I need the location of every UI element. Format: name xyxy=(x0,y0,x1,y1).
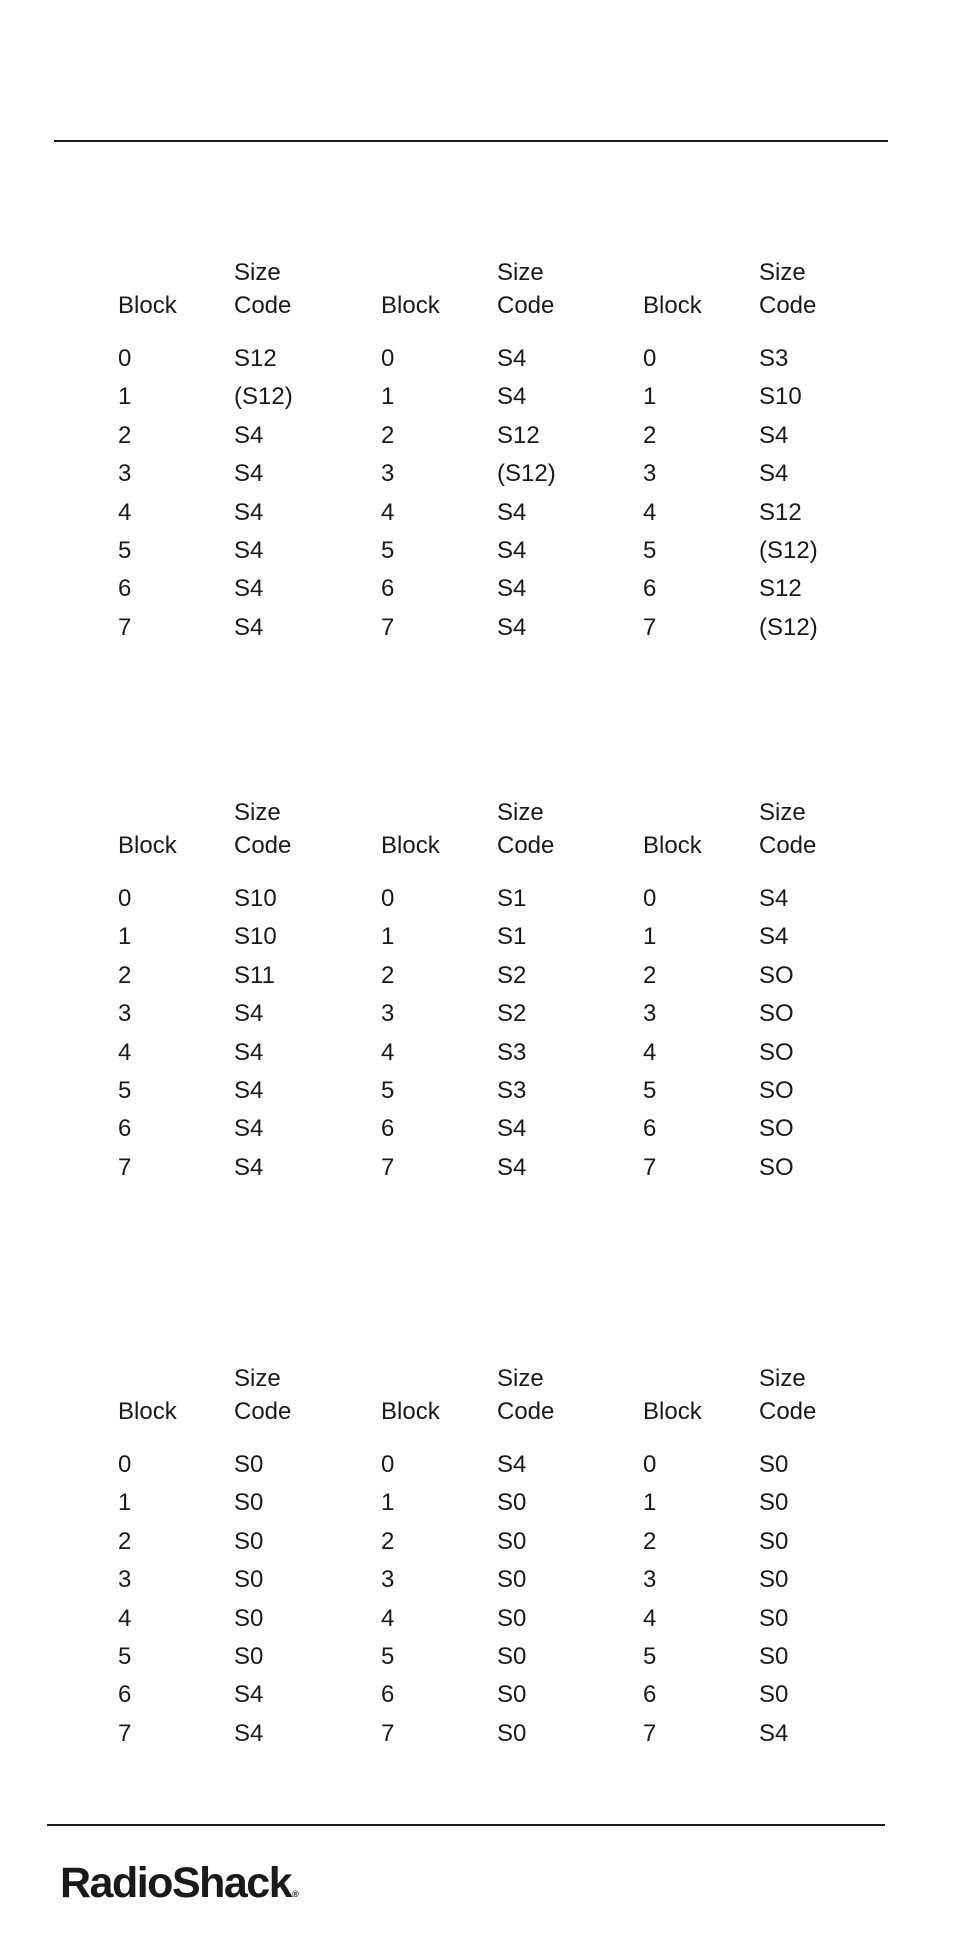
size-code: S4 xyxy=(759,1719,789,1747)
header-code: Code xyxy=(497,292,555,319)
table-row xyxy=(118,1638,358,1676)
block-number: 5 xyxy=(643,1076,657,1104)
block-number: 2 xyxy=(643,421,657,449)
table-row xyxy=(118,494,358,532)
size-code: S2 xyxy=(497,1000,527,1028)
size-code: SO xyxy=(759,1000,794,1028)
block-number: 3 xyxy=(643,1566,657,1594)
table-body xyxy=(381,880,621,1187)
block-number: 3 xyxy=(118,1566,132,1594)
block-number: 7 xyxy=(643,1719,657,1747)
table-group-1 xyxy=(118,256,858,646)
size-code: S3 xyxy=(759,345,789,372)
table-row xyxy=(643,880,883,918)
table-row xyxy=(381,995,621,1033)
header-size: Size xyxy=(497,799,544,826)
table-body xyxy=(381,340,621,647)
block-number: 4 xyxy=(381,498,395,526)
table-row xyxy=(118,1149,358,1187)
table-row xyxy=(381,1638,621,1676)
table-row xyxy=(381,1523,621,1561)
table-row xyxy=(381,455,621,493)
size-code: S10 xyxy=(234,885,277,912)
block-number: 4 xyxy=(118,1604,132,1632)
block-size-table xyxy=(643,796,883,1187)
table-row xyxy=(643,609,883,647)
radioshack-logo xyxy=(60,1858,299,1919)
table-header xyxy=(118,1362,358,1434)
header-code: Code xyxy=(234,832,292,859)
header-block: Block xyxy=(643,292,702,319)
header-block: Block xyxy=(381,832,440,859)
size-code: S4 xyxy=(759,923,789,951)
size-code: S4 xyxy=(234,1000,264,1028)
header-size: Size xyxy=(497,259,544,286)
table-row xyxy=(381,378,621,416)
size-code: S4 xyxy=(497,1153,527,1181)
table-header xyxy=(118,796,358,868)
block-number: 4 xyxy=(643,498,657,526)
size-code: SO xyxy=(759,1153,794,1181)
size-code: S0 xyxy=(759,1489,789,1517)
block-size-table xyxy=(118,256,358,647)
block-number: 6 xyxy=(643,1115,657,1143)
block-number: 6 xyxy=(381,1115,395,1143)
table-row xyxy=(643,1110,883,1148)
table-row xyxy=(118,918,358,956)
table-row xyxy=(118,957,358,995)
table-row xyxy=(643,957,883,995)
size-code: S4 xyxy=(497,1115,527,1143)
table-row xyxy=(118,1110,358,1148)
table-body xyxy=(381,1446,621,1753)
block-number: 6 xyxy=(381,1681,395,1709)
block-number: 2 xyxy=(643,961,657,989)
block-number: 3 xyxy=(118,1000,132,1028)
table-row xyxy=(643,1561,883,1599)
header-code: Code xyxy=(234,1398,292,1425)
table-row xyxy=(643,1072,883,1110)
size-code: S4 xyxy=(497,383,527,411)
block-number: 1 xyxy=(643,923,657,951)
size-code: S0 xyxy=(497,1719,527,1747)
block-number: 1 xyxy=(643,1489,657,1517)
block-size-table xyxy=(118,796,358,1187)
table-row xyxy=(643,1523,883,1561)
header-size: Size xyxy=(759,259,806,286)
size-code: S0 xyxy=(234,1604,264,1632)
header-code: Code xyxy=(234,292,292,319)
size-code: S4 xyxy=(234,575,264,603)
size-code: S0 xyxy=(759,1642,789,1670)
table-row xyxy=(643,1149,883,1187)
table-row xyxy=(118,880,358,918)
header-code: Code xyxy=(497,832,555,859)
header-block: Block xyxy=(643,1398,702,1425)
header-code: Code xyxy=(759,292,817,319)
block-number: 6 xyxy=(643,575,657,603)
table-row xyxy=(118,1523,358,1561)
table-row xyxy=(118,1034,358,1072)
table-row xyxy=(381,609,621,647)
table-row xyxy=(381,1676,621,1714)
size-code: S0 xyxy=(759,1681,789,1709)
size-code: (S12) xyxy=(759,536,818,564)
size-code: S4 xyxy=(234,1038,264,1066)
block-number: 2 xyxy=(118,961,132,989)
block-number: 1 xyxy=(118,1489,132,1517)
block-number: 5 xyxy=(381,1642,395,1670)
block-size-table xyxy=(381,796,621,1187)
block-size-table xyxy=(381,1362,621,1753)
size-code: S10 xyxy=(759,383,802,411)
header-size: Size xyxy=(234,1365,281,1392)
size-code: S4 xyxy=(497,345,527,372)
table-body xyxy=(643,880,883,1187)
table-row xyxy=(118,1072,358,1110)
block-number: 4 xyxy=(118,498,132,526)
table-row xyxy=(381,1600,621,1638)
block-number: 0 xyxy=(381,885,395,912)
size-code: S4 xyxy=(497,575,527,603)
bottom-divider xyxy=(47,1824,885,1826)
size-code: S0 xyxy=(759,1604,789,1632)
table-row xyxy=(118,570,358,608)
table-row xyxy=(381,1110,621,1148)
block-number: 4 xyxy=(643,1604,657,1632)
table-header xyxy=(643,1362,883,1434)
table-row xyxy=(118,1484,358,1522)
table-row xyxy=(643,1715,883,1753)
block-number: 7 xyxy=(643,1153,657,1181)
table-body xyxy=(118,1446,358,1753)
size-code: S2 xyxy=(497,961,527,989)
block-number: 2 xyxy=(118,1527,132,1555)
table-row xyxy=(643,1638,883,1676)
size-code: S4 xyxy=(234,1719,264,1747)
size-code: S4 xyxy=(497,536,527,564)
table-row xyxy=(643,1676,883,1714)
size-code: S4 xyxy=(759,421,789,449)
table-row xyxy=(118,995,358,1033)
table-row xyxy=(118,340,358,378)
block-size-table xyxy=(643,1362,883,1753)
size-code: S4 xyxy=(497,1451,527,1478)
table-row xyxy=(118,417,358,455)
table-group-2 xyxy=(118,796,858,1186)
table-row xyxy=(118,1715,358,1753)
size-code: S0 xyxy=(759,1527,789,1555)
size-code: S0 xyxy=(234,1527,264,1555)
table-row xyxy=(643,1484,883,1522)
size-code: SO xyxy=(759,1038,794,1066)
table-row xyxy=(643,995,883,1033)
size-code: S3 xyxy=(497,1076,527,1104)
table-row xyxy=(381,1446,621,1484)
table-row xyxy=(381,1484,621,1522)
block-number: 5 xyxy=(118,1642,132,1670)
block-number: 5 xyxy=(118,1076,132,1104)
size-code: S0 xyxy=(497,1527,527,1555)
table-row xyxy=(381,532,621,570)
size-code: S0 xyxy=(497,1604,527,1632)
size-code: S11 xyxy=(234,961,275,989)
table-row xyxy=(118,455,358,493)
table-row xyxy=(381,570,621,608)
block-number: 5 xyxy=(643,536,657,564)
block-number: 7 xyxy=(381,1153,395,1181)
header-code: Code xyxy=(759,1398,817,1425)
table-row xyxy=(643,570,883,608)
size-code: S4 xyxy=(234,536,264,564)
block-number: 4 xyxy=(381,1604,395,1632)
header-block: Block xyxy=(118,832,177,859)
size-code: SO xyxy=(759,961,794,989)
table-row xyxy=(643,494,883,532)
block-number: 1 xyxy=(118,923,132,951)
logo-text: RadioShack xyxy=(60,1859,292,1907)
block-number: 0 xyxy=(643,885,657,912)
table-row xyxy=(643,1600,883,1638)
block-number: 5 xyxy=(643,1642,657,1670)
block-number: 3 xyxy=(381,460,395,488)
block-number: 7 xyxy=(381,613,395,641)
block-number: 6 xyxy=(118,1681,132,1709)
block-number: 4 xyxy=(643,1038,657,1066)
size-code: S4 xyxy=(497,613,527,641)
block-number: 1 xyxy=(381,383,395,411)
table-body xyxy=(118,340,358,647)
block-number: 1 xyxy=(118,383,132,411)
block-number: 0 xyxy=(643,1451,657,1478)
size-code: S0 xyxy=(759,1566,789,1594)
block-number: 3 xyxy=(643,460,657,488)
block-number: 4 xyxy=(118,1038,132,1066)
block-number: 3 xyxy=(381,1000,395,1028)
block-number: 7 xyxy=(381,1719,395,1747)
table-header xyxy=(381,1362,621,1434)
table-row xyxy=(381,417,621,455)
size-code: S4 xyxy=(234,421,264,449)
size-code: (S12) xyxy=(759,613,818,641)
header-block: Block xyxy=(381,1398,440,1425)
size-code: SO xyxy=(759,1076,794,1104)
size-code: S0 xyxy=(497,1681,527,1709)
size-code: S12 xyxy=(497,421,540,449)
size-code: S4 xyxy=(759,460,789,488)
header-block: Block xyxy=(643,832,702,859)
table-header xyxy=(381,256,621,328)
size-code: S3 xyxy=(497,1038,527,1066)
header-code: Code xyxy=(759,832,817,859)
table-row xyxy=(381,340,621,378)
table-row xyxy=(643,417,883,455)
table-group-row xyxy=(118,796,858,1186)
size-code: S12 xyxy=(759,575,802,603)
size-code: S0 xyxy=(497,1642,527,1670)
size-code: S0 xyxy=(234,1451,264,1478)
block-number: 0 xyxy=(118,345,132,372)
table-row xyxy=(381,880,621,918)
size-code: S4 xyxy=(234,460,264,488)
block-number: 0 xyxy=(643,345,657,372)
block-number: 0 xyxy=(118,885,132,912)
table-row xyxy=(643,340,883,378)
size-code: (S12) xyxy=(497,460,556,488)
table-row xyxy=(381,1072,621,1110)
header-size: Size xyxy=(759,799,806,826)
table-row xyxy=(381,957,621,995)
block-number: 2 xyxy=(643,1527,657,1555)
block-number: 7 xyxy=(118,1719,132,1747)
size-code: S4 xyxy=(234,1681,264,1709)
table-header xyxy=(643,796,883,868)
table-group-row xyxy=(118,1362,858,1752)
size-code: S10 xyxy=(234,923,277,951)
table-row xyxy=(118,1676,358,1714)
block-number: 1 xyxy=(381,1489,395,1517)
block-number: 6 xyxy=(381,575,395,603)
header-size: Size xyxy=(234,799,281,826)
size-code: S0 xyxy=(234,1489,264,1517)
table-body xyxy=(643,1446,883,1753)
table-body xyxy=(643,340,883,647)
header-block: Block xyxy=(118,292,177,319)
block-number: 2 xyxy=(118,421,132,449)
size-code: S12 xyxy=(759,498,802,526)
table-row xyxy=(643,532,883,570)
table-row xyxy=(643,1446,883,1484)
registered-mark: ® xyxy=(292,1889,299,1899)
block-number: 3 xyxy=(381,1566,395,1594)
table-row xyxy=(643,918,883,956)
block-number: 1 xyxy=(643,383,657,411)
header-code: Code xyxy=(497,1398,555,1425)
table-group-row xyxy=(118,256,858,646)
block-size-table xyxy=(381,256,621,647)
header-block: Block xyxy=(118,1398,177,1425)
table-row xyxy=(643,1034,883,1072)
block-number: 0 xyxy=(118,1451,132,1478)
size-code: S4 xyxy=(497,498,527,526)
block-number: 6 xyxy=(643,1681,657,1709)
table-row xyxy=(118,1600,358,1638)
size-code: S0 xyxy=(497,1566,527,1594)
block-number: 0 xyxy=(381,1451,395,1478)
block-number: 2 xyxy=(381,961,395,989)
block-number: 6 xyxy=(118,1115,132,1143)
block-number: 3 xyxy=(643,1000,657,1028)
table-row xyxy=(118,1561,358,1599)
table-row xyxy=(381,1034,621,1072)
table-header xyxy=(643,256,883,328)
table-row xyxy=(381,494,621,532)
block-number: 2 xyxy=(381,421,395,449)
table-row xyxy=(118,378,358,416)
header-size: Size xyxy=(759,1365,806,1392)
size-code: S1 xyxy=(497,923,527,951)
table-body xyxy=(118,880,358,1187)
block-number: 6 xyxy=(118,575,132,603)
table-header xyxy=(381,796,621,868)
size-code: S4 xyxy=(759,885,789,912)
table-row xyxy=(118,609,358,647)
block-number: 7 xyxy=(118,613,132,641)
block-number: 2 xyxy=(381,1527,395,1555)
header-size: Size xyxy=(497,1365,544,1392)
table-row xyxy=(643,378,883,416)
size-code: S4 xyxy=(234,613,264,641)
table-header xyxy=(118,256,358,328)
block-number: 7 xyxy=(118,1153,132,1181)
table-row xyxy=(381,1561,621,1599)
table-row xyxy=(118,1446,358,1484)
size-code: S0 xyxy=(234,1566,264,1594)
block-number: 0 xyxy=(381,345,395,372)
header-block: Block xyxy=(381,292,440,319)
block-number: 5 xyxy=(381,536,395,564)
block-number: 7 xyxy=(643,613,657,641)
size-code: S4 xyxy=(234,1115,264,1143)
size-code: SO xyxy=(759,1115,794,1143)
table-row xyxy=(381,1149,621,1187)
size-code: S0 xyxy=(234,1642,264,1670)
block-size-table xyxy=(118,1362,358,1753)
table-row xyxy=(381,1715,621,1753)
size-code: (S12) xyxy=(234,383,293,411)
table-row xyxy=(118,532,358,570)
size-code: S0 xyxy=(759,1451,789,1478)
block-number: 1 xyxy=(381,923,395,951)
table-row xyxy=(381,918,621,956)
block-number: 5 xyxy=(381,1076,395,1104)
block-number: 5 xyxy=(118,536,132,564)
size-code: S4 xyxy=(234,1076,264,1104)
block-number: 3 xyxy=(118,460,132,488)
header-size: Size xyxy=(234,259,281,286)
table-group-3 xyxy=(118,1362,858,1752)
size-code: S4 xyxy=(234,1153,264,1181)
block-size-table xyxy=(643,256,883,647)
table-row xyxy=(643,455,883,493)
size-code: S0 xyxy=(497,1489,527,1517)
size-code: S1 xyxy=(497,885,527,912)
block-number: 4 xyxy=(381,1038,395,1066)
size-code: S4 xyxy=(234,498,264,526)
size-code: S12 xyxy=(234,345,277,372)
top-divider xyxy=(54,140,888,142)
